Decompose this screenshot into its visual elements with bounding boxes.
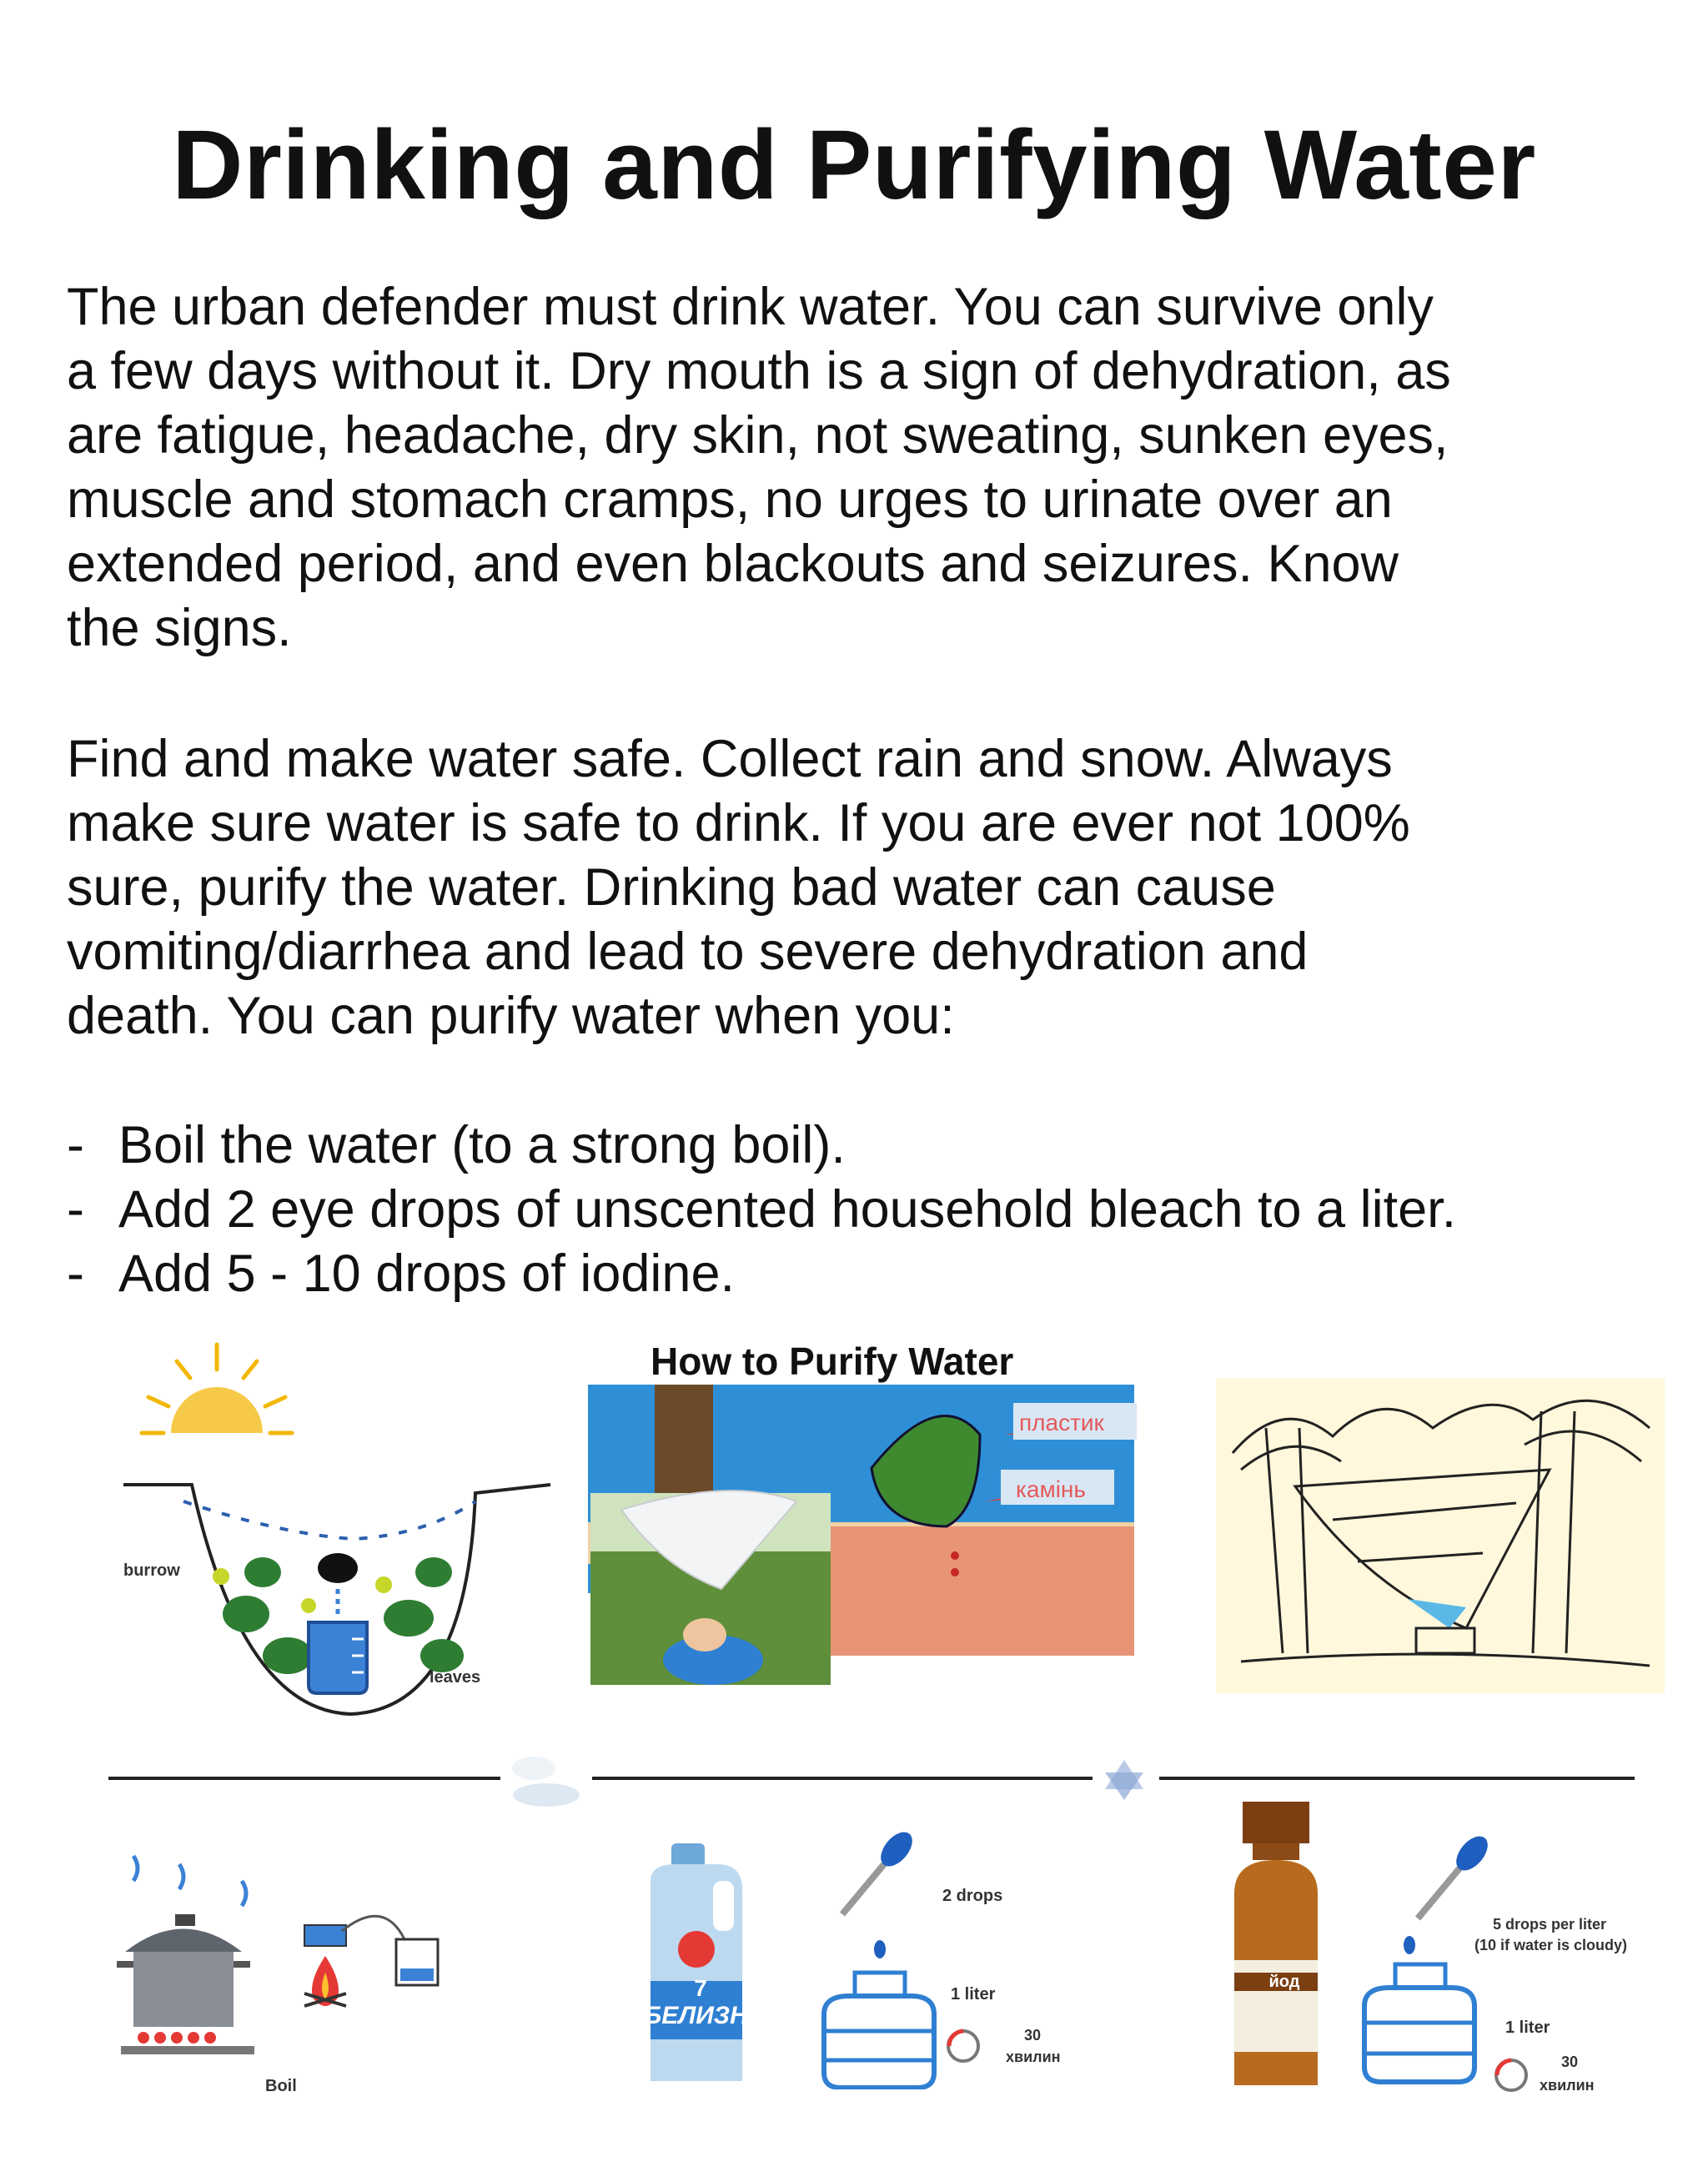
bleach-brand-number: 7 xyxy=(694,1975,707,2001)
bleach-drops-label: 2 drops xyxy=(942,1887,1003,1905)
plastic-label: пластик xyxy=(1019,1410,1104,1435)
water-jug-icon xyxy=(824,1973,934,2088)
bleach-brand-label: БЕЛИЗНА xyxy=(644,2002,766,2029)
timer-icon xyxy=(948,2031,978,2061)
text-line: Find and make water safe. Collect rain and snow. Always xyxy=(67,730,1393,788)
photo-plastic-bag xyxy=(590,1491,831,1685)
list-dash: - xyxy=(67,1244,84,1303)
dropper-icon xyxy=(842,1831,918,1914)
boil-illustration xyxy=(117,1848,484,2064)
beaker-icon xyxy=(309,1622,367,1693)
sun-icon xyxy=(142,1345,292,1433)
list-item xyxy=(67,1178,1456,1242)
pot-icon xyxy=(117,1914,250,2027)
intro-paragraph xyxy=(67,275,1651,661)
water-bowl-icon xyxy=(512,1757,580,1807)
text-line: make sure water is safe to drink. If you are ever not 100% xyxy=(67,794,1410,852)
burrow-label: burrow xyxy=(123,1561,180,1580)
list-item-text: Add 5 - 10 drops of iodine. xyxy=(118,1244,735,1303)
stone-icon xyxy=(318,1553,358,1583)
text-line: a few days without it. Dry mouth is a sign of dehydration, as xyxy=(67,342,1451,400)
text-line: sure, purify the water. Drinking bad water can cause xyxy=(67,858,1276,917)
list-dash: - xyxy=(67,1116,84,1174)
iodine-bottle-label: йод xyxy=(1268,1973,1300,1991)
purification-methods-list xyxy=(67,1114,1456,1306)
drop-triangle-icon xyxy=(1105,1760,1143,1800)
safety-paragraph xyxy=(67,727,1651,1048)
list-item-text: Boil the water (to a strong boil). xyxy=(118,1116,846,1174)
campfire-icon xyxy=(304,1925,346,2006)
text-line: muscle and stomach cramps, no urges to urinate over an xyxy=(67,470,1393,529)
leaves-label: leaves xyxy=(430,1668,481,1687)
boil-label: Boil xyxy=(265,2077,297,2095)
text-line: vomiting/diarrhea and lead to severe dehydration and xyxy=(67,923,1309,981)
tarp-rain-catcher-illustration xyxy=(1216,1378,1665,1693)
list-item xyxy=(67,1242,1456,1306)
list-dash: - xyxy=(67,1180,84,1239)
iodine-bottle-icon xyxy=(1234,1802,1318,2085)
text-line: The urban defender must drink water. You can survive only xyxy=(67,278,1434,336)
iodine-drops-label: 5 drops per liter xyxy=(1493,1916,1607,1933)
iodine-minutes-unit: хвилин xyxy=(1540,2077,1595,2094)
text-line: death. You can purify water when you: xyxy=(67,987,955,1045)
bleach-minutes-unit: хвилин xyxy=(1006,2049,1061,2065)
text-line: are fatigue, headache, dry skin, not sweating, sunken eyes, xyxy=(67,406,1449,465)
water-jug-icon xyxy=(1364,1964,1474,2082)
list-item-text: Add 2 eye drops of unscented household bleach to a liter. xyxy=(118,1180,1457,1239)
stone-label: камінь xyxy=(1016,1476,1086,1502)
list-item xyxy=(67,1114,1456,1178)
iodine-volume-label: 1 liter xyxy=(1505,2019,1550,2037)
dropper-icon xyxy=(1418,1831,1494,1918)
text-line: the signs. xyxy=(67,599,292,657)
bleach-canister-icon xyxy=(651,1843,742,2081)
solar-still-illustration xyxy=(117,1326,567,1743)
text-line: extended period, and even blackouts and seizures. Know xyxy=(67,535,1399,593)
bleach-volume-label: 1 liter xyxy=(951,1985,996,2004)
iodine-minutes-value: 30 xyxy=(1561,2054,1579,2070)
page-title: Drinking and Purifying Water xyxy=(172,110,1536,220)
timer-icon xyxy=(1496,2060,1526,2090)
iodine-drops-note: (10 if water is cloudy) xyxy=(1474,1937,1628,1953)
figure-title: How to Purify Water xyxy=(651,1340,1014,1383)
stove-flame-icon xyxy=(138,2032,216,2044)
bleach-minutes-value: 30 xyxy=(1024,2027,1042,2044)
